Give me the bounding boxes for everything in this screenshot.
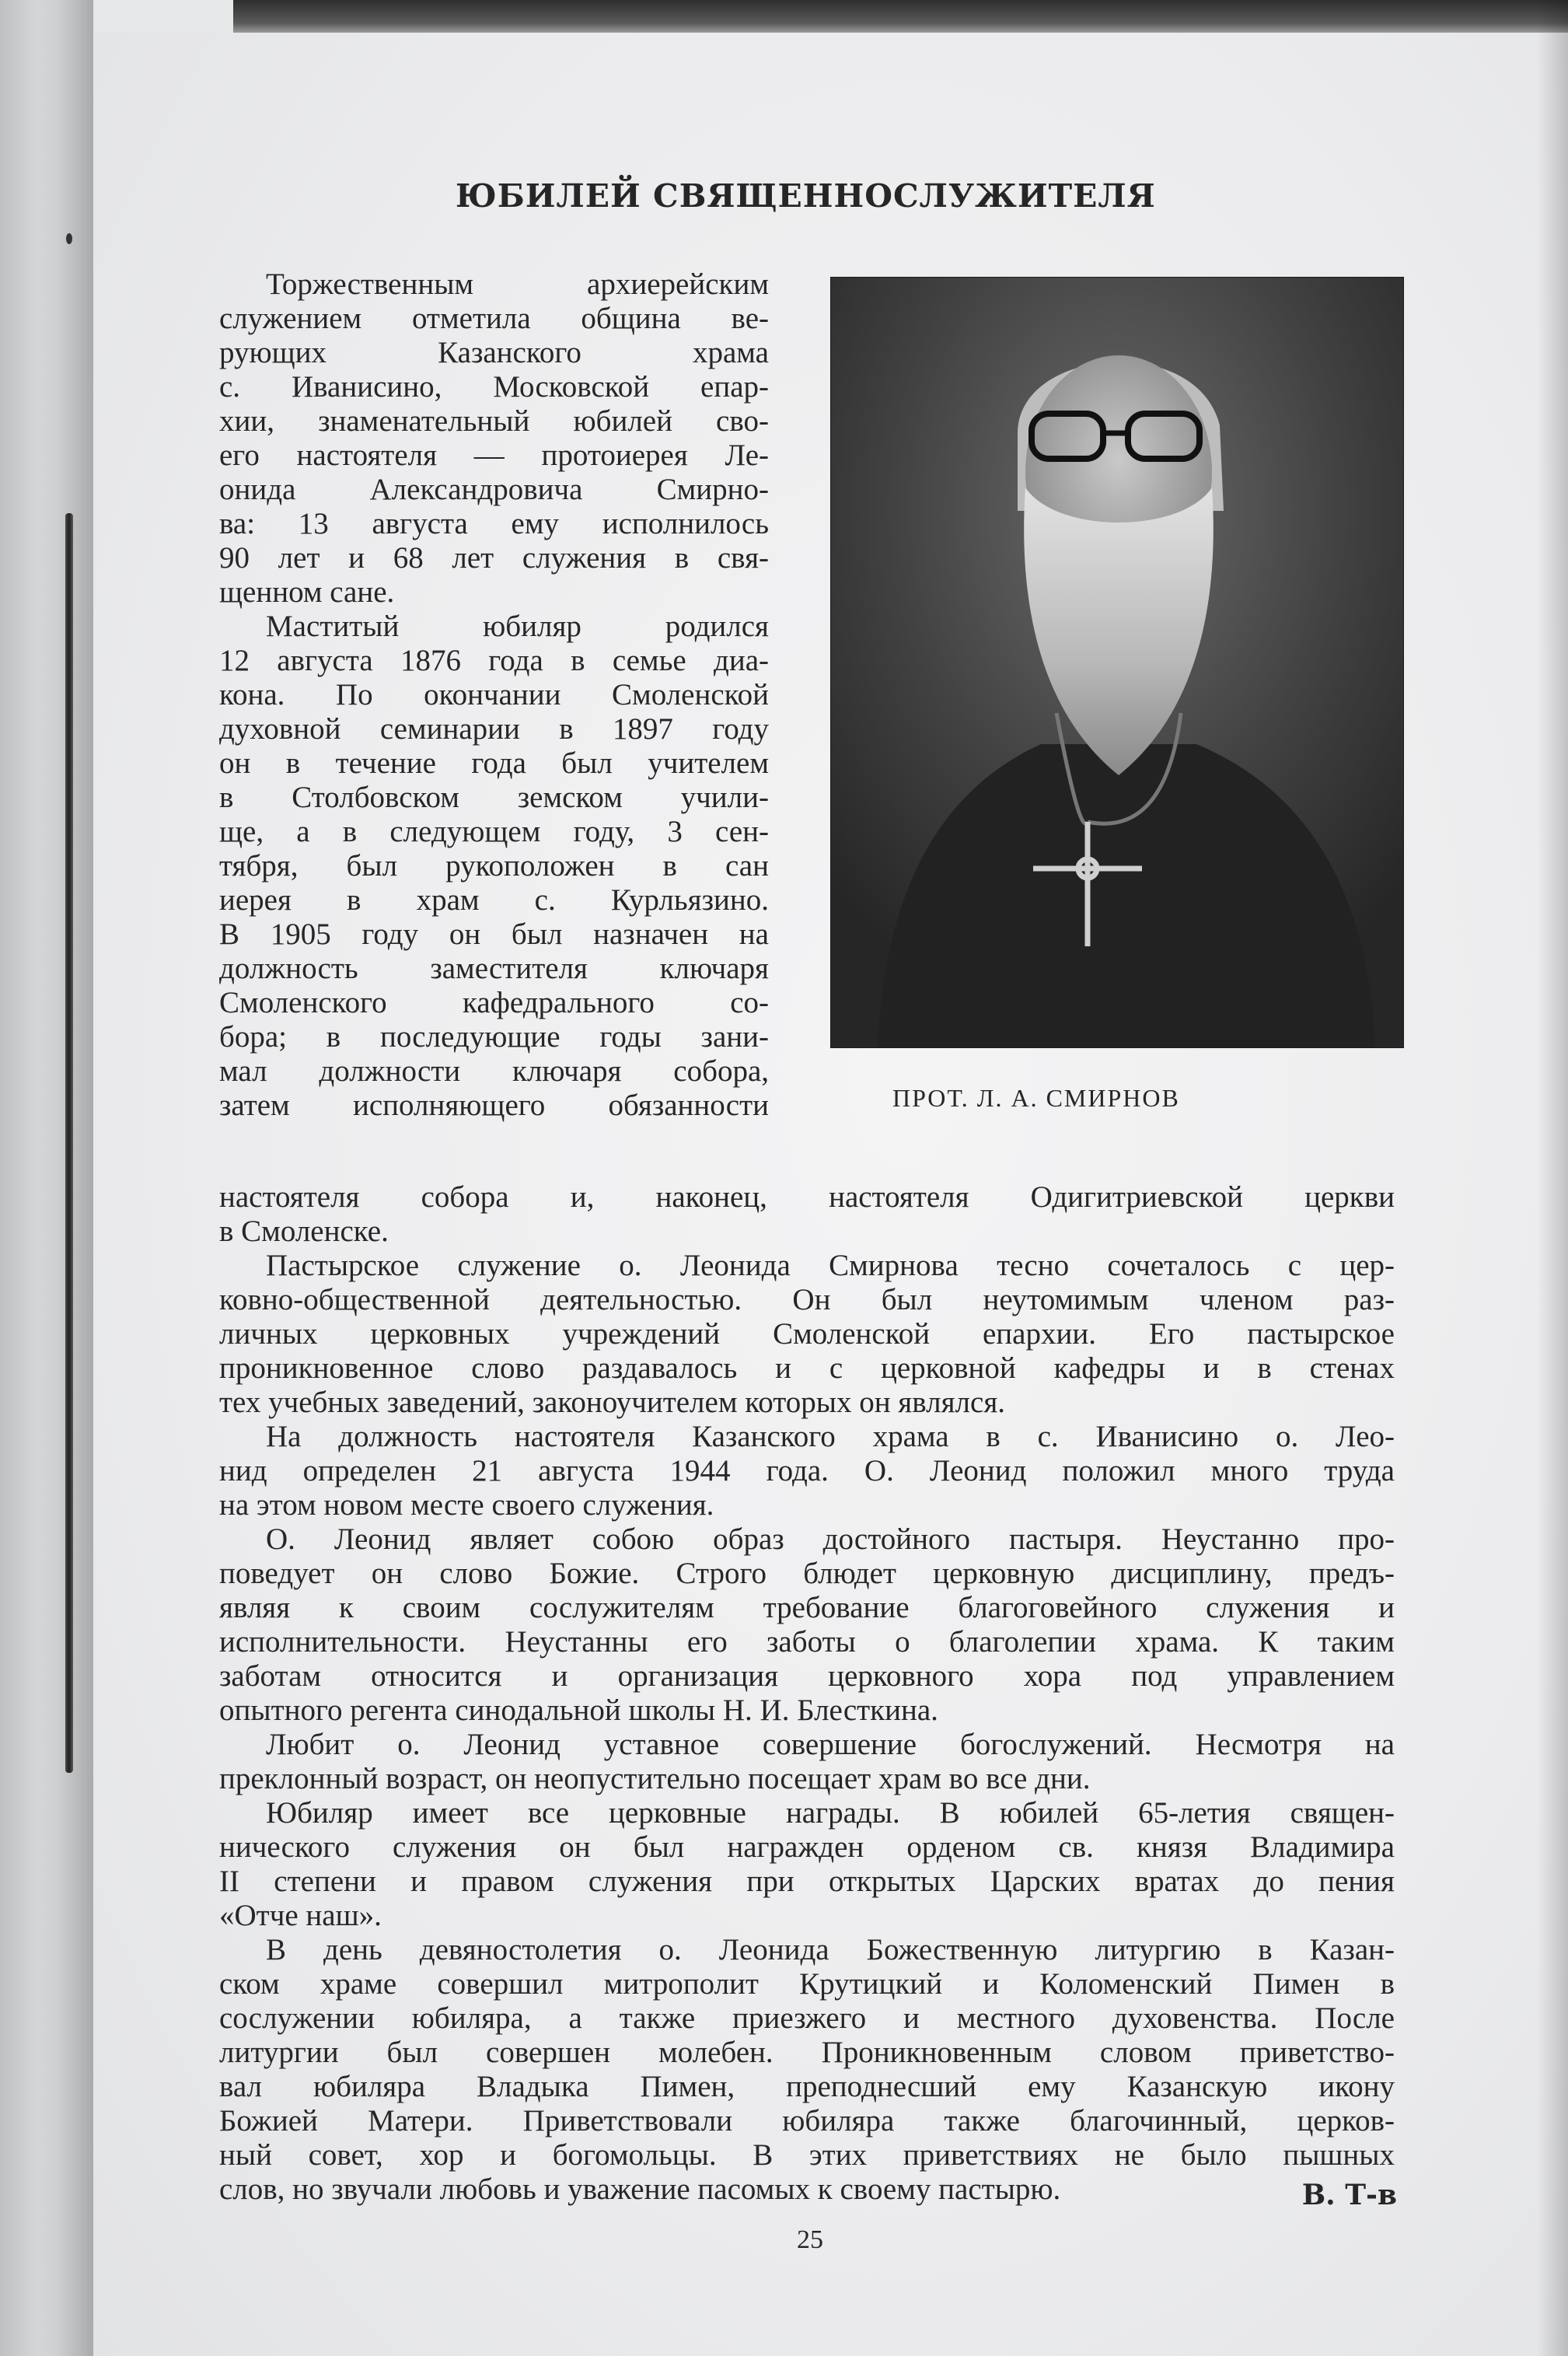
text-line: 90 лет и 68 лет служения в свя- xyxy=(219,541,769,575)
scan-top-edge xyxy=(233,0,1568,33)
text-line: духовной семинарии в 1897 году xyxy=(219,712,769,746)
author-signature: В. Т-в xyxy=(1301,2179,1397,2211)
text-line: В 1905 году он был назначен на xyxy=(219,918,769,951)
text-line: II степени и правом служения при открытых Царских вратах до пения xyxy=(219,1865,1395,1898)
text-line: Пастырское служение о. Леонида Смирнова тесно сочеталось с цер- xyxy=(266,1249,1395,1282)
text-line: Юбиляр имеет все церковные награды. В юбилей 65-летия священ- xyxy=(266,1796,1395,1830)
scan-speck xyxy=(66,233,72,244)
text-line: кона. По окончании Смоленской xyxy=(219,678,769,711)
text-line: служением отметила община ве- xyxy=(219,302,769,335)
text-line: являя к своим сослужителям требование благоговейного служения и xyxy=(219,1591,1395,1624)
article-text-wide-column xyxy=(219,1180,1395,2207)
text-line: ный совет, хор и богомольцы. В этих приветствиях не было пышных xyxy=(219,2138,1395,2172)
text-line: слов, но звучали любовь и уважение пасомых к своему пастырю. xyxy=(219,2172,1061,2206)
text-line: онида Александровича Смирно- xyxy=(219,473,769,506)
text-line: вал юбиляра Владыка Пимен, преподнесший ему Казанскую икону xyxy=(219,2070,1395,2103)
text-line: заботам относится и организация церковного хора под управлением xyxy=(219,1659,1395,1693)
portrait-photo xyxy=(830,277,1404,1048)
text-line: тех учебных заведений, законоучителем которых он являлся. xyxy=(219,1386,1006,1419)
text-line: Смоленского кафедрального со- xyxy=(219,986,769,1019)
text-line: ковно-общественной деятельностью. Он был неутомимым членом раз- xyxy=(219,1283,1395,1316)
text-line: нического служения он был награжден орденом св. князя Владимира xyxy=(219,1830,1395,1864)
text-line: на этом новом месте своего служения. xyxy=(219,1488,714,1522)
binding-line xyxy=(65,513,73,1773)
portrait-photo-illustration xyxy=(831,278,1403,1047)
text-line: затем исполняющего обязанности xyxy=(219,1089,769,1122)
text-line: его настоятеля — протоиерея Ле- xyxy=(219,439,769,472)
text-line: мал должности ключаря собора, xyxy=(219,1054,769,1088)
text-line: рующих Казанского храма xyxy=(219,336,769,369)
text-line: в Столбовском земском учили- xyxy=(219,781,769,814)
text-line: нид определен 21 августа 1944 года. О. Леонид положил много труда xyxy=(219,1454,1395,1487)
text-line: ва: 13 августа ему исполнилось xyxy=(219,507,769,540)
text-line: хии, знаменательный юбилей сво- xyxy=(219,404,769,438)
text-line: тября, был рукоположен в сан xyxy=(219,849,769,883)
text-line: опытного регента синодальной школы Н. И. Блесткина. xyxy=(219,1694,938,1727)
text-line: «Отче наш». xyxy=(219,1899,382,1932)
text-line: щенном сане. xyxy=(219,575,395,609)
text-line: ще, а в следующем году, 3 сен- xyxy=(219,815,769,848)
text-line: О. Леонид являет собою образ достойного пастыря. Неустанно про- xyxy=(266,1522,1395,1556)
page-edge-shadow xyxy=(1537,0,1568,2356)
page-number: 25 xyxy=(797,2225,823,2254)
text-line: бора; в последующие годы зани- xyxy=(219,1020,769,1054)
text-line: Любит о. Леонид уставное совершение богослужений. Несмотря на xyxy=(266,1728,1395,1761)
article-title: ЮБИЛЕЙ СВЯЩЕННОСЛУЖИТЕЛЯ xyxy=(456,177,1156,215)
text-line: В день девяностолетия о. Леонида Божественную литургию в Казан- xyxy=(266,1933,1395,1966)
book-gutter xyxy=(0,0,93,2356)
text-line: в Смоленске. xyxy=(219,1215,389,1248)
text-line: исполнительности. Неустанны его заботы о благолепии храма. К таким xyxy=(219,1625,1395,1659)
photo-caption: ПРОТ. Л. А. СМИРНОВ xyxy=(892,1084,1180,1112)
text-line: проникновенное слово раздавалось и с церковной кафедры и в стенах xyxy=(219,1351,1395,1385)
text-line: настоятеля собора и, наконец, настоятеля Одигитриевской церкви xyxy=(219,1180,1395,1214)
text-line: преклонный возраст, он неопустительно посещает храм во все дни. xyxy=(219,1762,1091,1795)
text-line: На должность настоятеля Казанского храма в с. Иванисино о. Лео- xyxy=(266,1420,1395,1453)
text-line: должность заместителя ключаря xyxy=(219,952,769,985)
text-line: Божией Матери. Приветствовали юбиляра также благочинный, церков- xyxy=(219,2104,1395,2138)
text-line: иерея в храм с. Курльязино. xyxy=(219,883,769,917)
text-line: личных церковных учреждений Смоленской епархии. Его пастырское xyxy=(219,1317,1395,1351)
text-line: сослужении юбиляра, а также приезжего и местного духовенства. После xyxy=(219,2001,1395,2035)
text-line: 12 августа 1876 года в семье диа- xyxy=(219,644,769,677)
text-line: Торжественным архиерейским xyxy=(266,267,769,301)
text-line: он в течение года был учителем xyxy=(219,746,769,780)
text-line: с. Иванисино, Московской епар- xyxy=(219,370,769,404)
article-text-narrow-column xyxy=(219,267,769,1123)
text-line: ском храме совершил митрополит Крутицкий и Коломенский Пимен в xyxy=(219,1967,1395,2001)
text-line: Маститый юбиляр родился xyxy=(266,610,769,643)
text-line: поведует он слово Божие. Строго блюдет церковную дисциплину, предъ- xyxy=(219,1557,1395,1590)
text-line: литургии был совершен молебен. Проникновенным словом приветство- xyxy=(219,2036,1395,2069)
